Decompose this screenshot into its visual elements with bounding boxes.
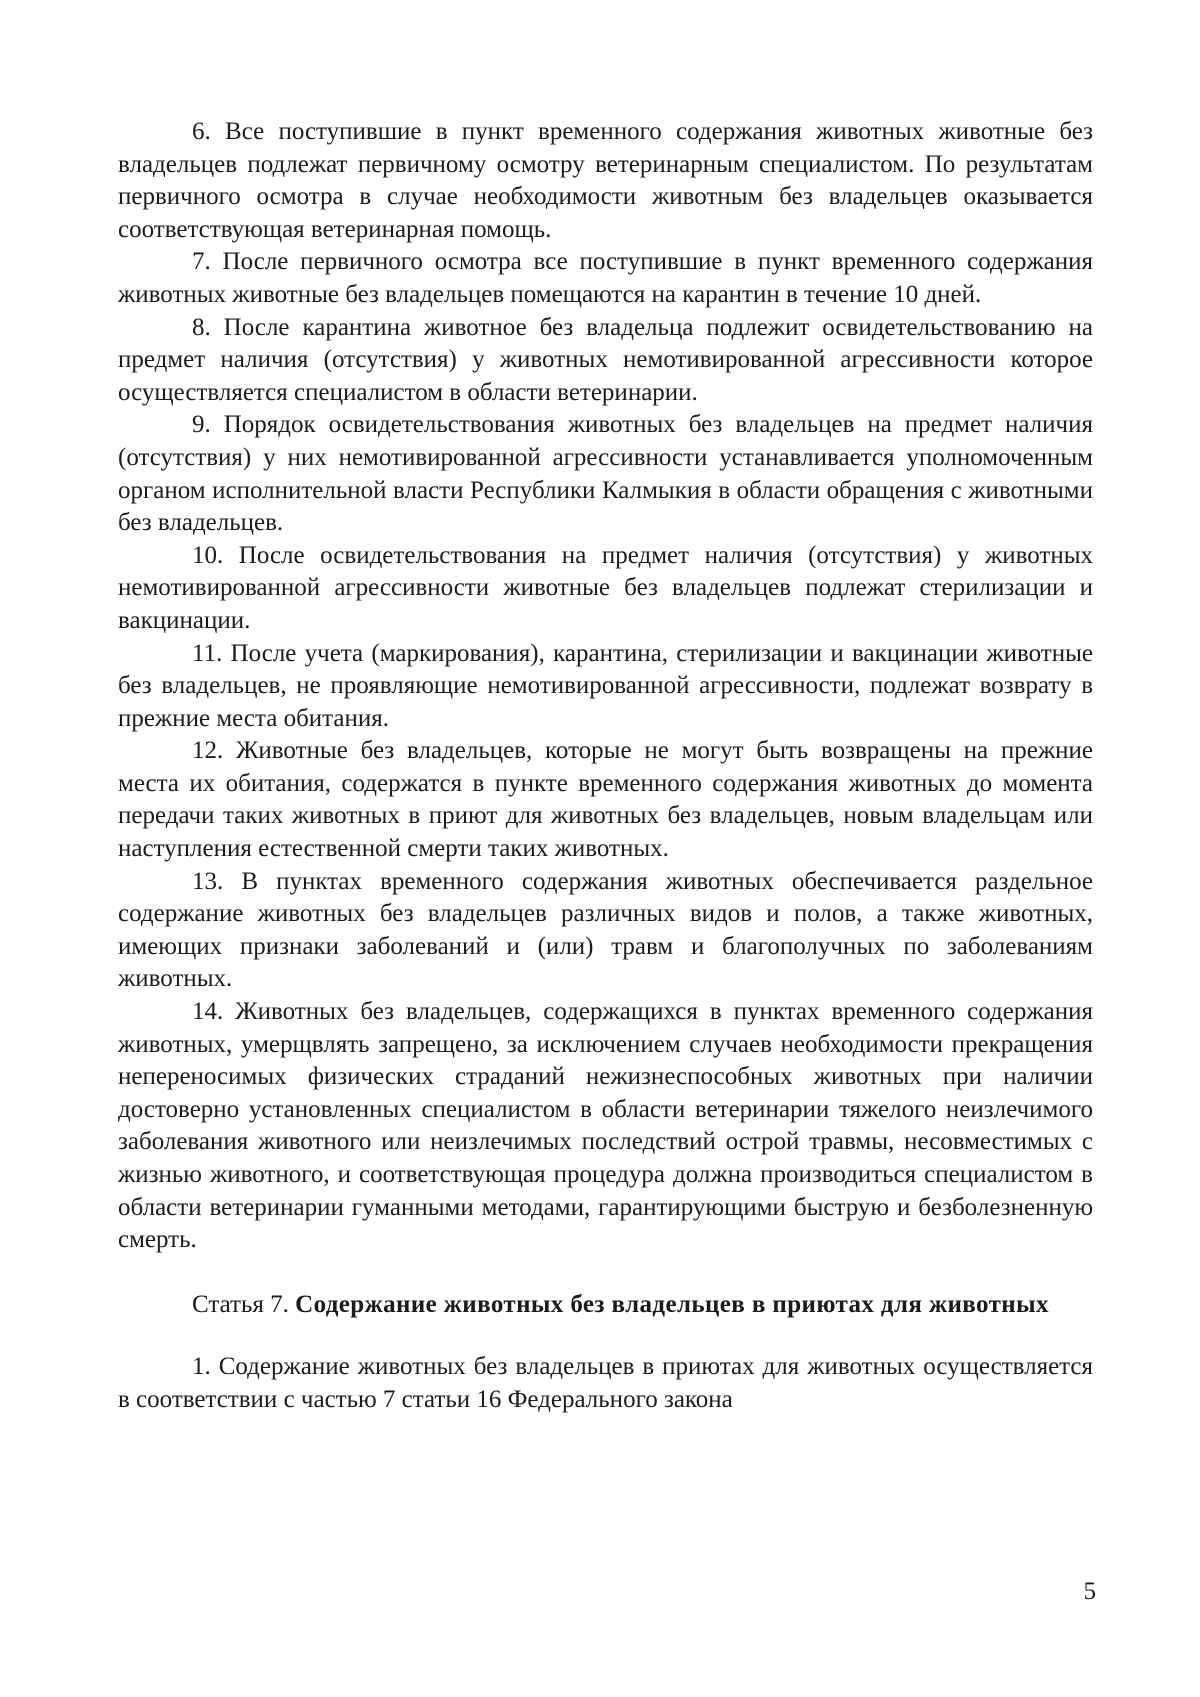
paragraph-8: 8. После карантина животное без владельца подлежит освидетельствованию на предмет наличия (отсутствия) у животных немотивированной агрессивности которое осуществляется специалистом в области ветеринарии.	[118, 313, 1093, 406]
document-page	[118, 116, 1093, 1417]
article-title: Содержание животных без владельцев в приютах для животных	[295, 1290, 1049, 1318]
article-7-paragraph-1: 1. Содержание животных без владельцев в приютах для животных осуществляется в соответствии с частью 7 статьи 16 Федерального закона	[118, 1353, 1093, 1413]
paragraph-11: 11. После учета (маркирования), карантина, стерилизации и вакцинации животные без владельцев, не проявляющие немотивированной агрессивности, подлежат возврату в прежние места обитания.	[118, 639, 1093, 732]
paragraph-6: 6. Все поступившие в пункт временного содержания животных животные без владельцев подлежат первичному осмотру ветеринарным специалистом. По результатам первичного осмотра в случае необходимости животным без владельцев оказывается соответствующая ветеринарная помощь.	[118, 118, 1093, 243]
article-label: Статья 7.	[192, 1290, 289, 1318]
paragraph-14: 14. Животных без владельцев, содержащихся в пунктах временного содержания животных, умерщвлять запрещено, за исключением случаев необходимости прекращения непереносимых физических страданий нежизнеспособных животных при наличии достоверно установленных специалистом в области ветеринарии тяжелого неизлечимого заболевания животного или неизлечимых последствий острой травмы, несовместимых с жизнью животного, и соответствующая процедура должна производиться специалистом в области ветеринарии гуманными методами, гарантирующими быструю и безболезненную смерть.	[118, 998, 1093, 1254]
paragraph-13: 13. В пунктах временного содержания животных обеспечивается раздельное содержание животных без владельцев различных видов и полов, а также животных, имеющих признаки заболеваний и (или) травм и благополучных по заболеваниям животных.	[118, 867, 1093, 993]
article-heading	[118, 1289, 1093, 1322]
page-number: 5	[1083, 1578, 1096, 1605]
paragraph-7: 7. После первичного осмотра все поступившие в пункт временного содержания животных животные без владельцев помещаются на карантин в течение 10 дней.	[118, 248, 1093, 308]
paragraph-12: 12. Животные без владельцев, которые не могут быть возвращены на прежние места их обитания, содержатся в пункте временного содержания животных до момента передачи таких животных в приют для животных без владельцев, новым владельцам или наступления естественной смерти таких животных.	[118, 737, 1093, 863]
paragraph-9: 9. Порядок освидетельствования животных без владельцев на предмет наличия (отсутствия) у них немотивированной агрессивности устанавливается уполномоченным органом исполнительной власти Республики Калмыкия в области обращения с животными без владельцев.	[118, 411, 1093, 537]
paragraph-10: 10. После освидетельствования на предмет наличия (отсутствия) у животных немотивированной агрессивности животные без владельцев подлежат стерилизации и вакцинации.	[118, 541, 1093, 634]
